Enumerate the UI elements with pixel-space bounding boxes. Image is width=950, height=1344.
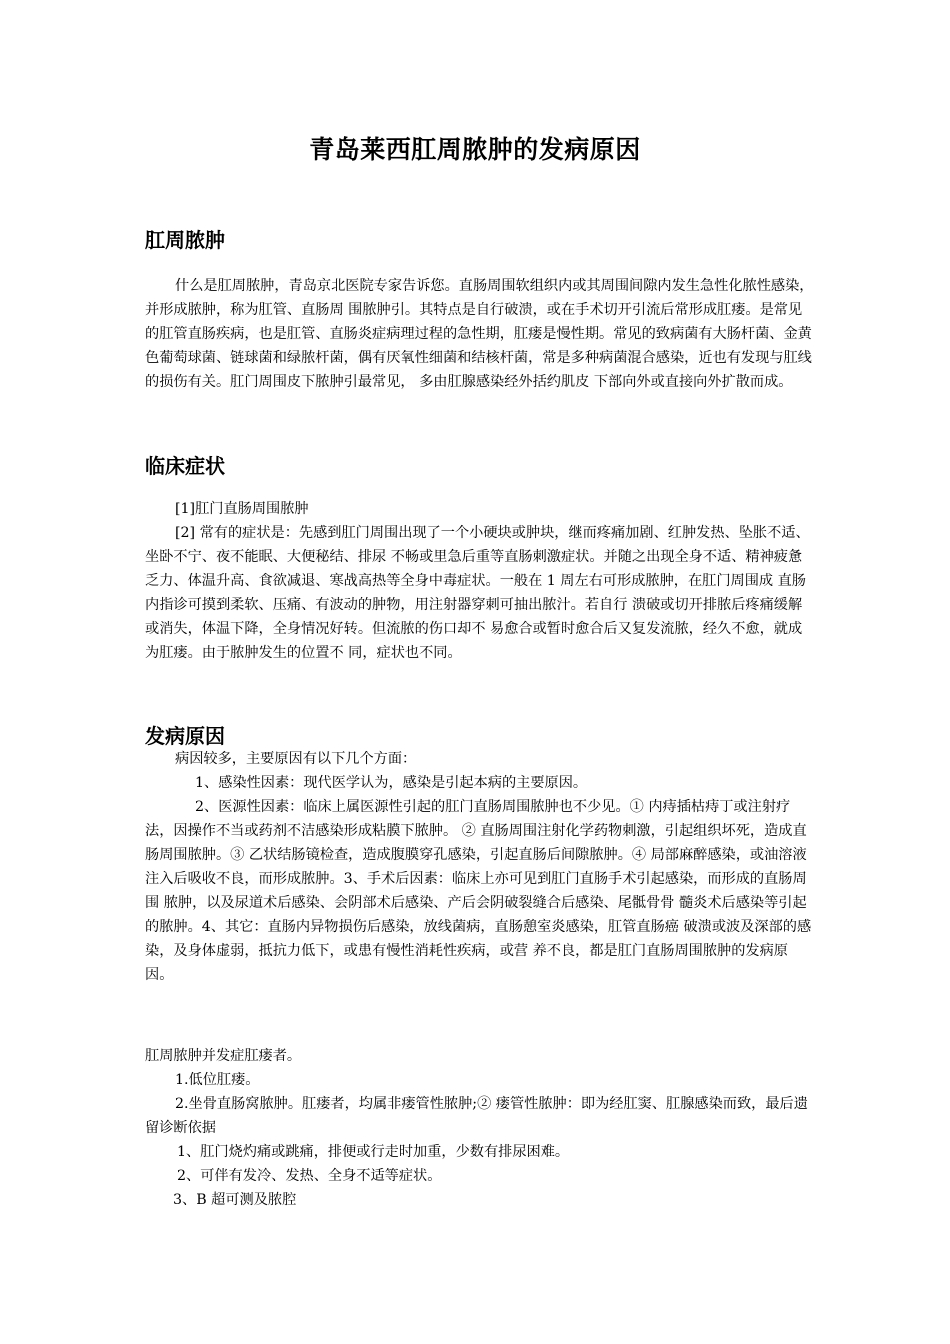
list-item: 1、肛门烧灼痛或跳痛，排便或行走时加重，少数有排尿困难。 bbox=[177, 1144, 570, 1160]
paragraph: [1]肛门直肠周围脓肿 bbox=[175, 501, 309, 517]
section-complications-body bbox=[145, 1044, 815, 1212]
paragraph: 肛周脓肿并发症肛瘘者。 bbox=[145, 1048, 302, 1064]
paragraph: 1、感染性因素：现代医学认为，感染是引起本病的主要原因。 bbox=[195, 775, 588, 791]
list-item: 1.低位肛瘘。 bbox=[175, 1072, 260, 1088]
list-item: 2.坐骨直肠窝脓肿。肛瘘者，均属非瘘管性脓肿;② 瘘管性脓肿：即为经肛窦、肛腺感染而致，最后遗留诊断依据 bbox=[145, 1096, 808, 1136]
paragraph: 什么是肛周脓肿，青岛京北医院专家告诉您。直肠周围软组织内或其周围间隙内发生急性化脓性感染，并形成脓肿，称为肛管、直肠周 围脓肿引。其特点是自行破溃，或在手术切开引流后常形成肛瘘。是常见的肛管直肠疾病，也是肛管、直肠炎症病理过程的急性期，肛瘘是慢性期。常见的致病菌有大肠杆菌、金黄 色葡萄球菌、链球菌和绿脓杆菌，偶有厌氧性细菌和结核杆菌，常是多种病菌混合感染，近也有发现与肛线的损伤有关。肛门周围皮下脓肿引最常见， 多由肛腺感染经外括约肌皮 下部向外或直接向外扩散而成。 bbox=[145, 278, 814, 390]
section-heading-causes: 发病原因 bbox=[145, 724, 225, 748]
section-causes-body bbox=[145, 747, 815, 987]
page-title: 青岛莱西肛周脓肿的发病原因 bbox=[309, 135, 641, 164]
section-heading-symptoms: 临床症状 bbox=[145, 454, 225, 478]
section-symptoms-body bbox=[145, 497, 815, 665]
paragraph: 2、医源性因素：临床上属医源性引起的肛门直肠周围脓肿也不少见。① 内痔插枯痔丁或注射疗法，因操作不当或药剂不洁感染形成粘膜下脓肿。 ② 直肠周围注射化学药物刺激，引起组织坏死，造成直肠周围脓肿。③ 乙状结肠镜检查，造成腹膜穿孔感染，引起直肠后间隙脓肿。④ 局部麻醉感染，或油溶液注入后吸收不良，而形成脓肿。3、手术后因素：临床上亦可见到肛门直肠手术引起感染，而形成的直肠周围 脓肿，以及尿道术后感染、会阴部术后感染、产后会阴破裂缝合后感染、尾骶骨骨 髓炎术后感染等引起的脓肿。4、其它：直肠内异物损伤后感染，放线菌病，直肠憩室炎感染，肛管直肠癌 破溃或波及深部的感染，及身体虚弱，抵抗力低下，或患有慢性消耗性疾病，或营 养不良，都是肛门直肠周围脓肿的发病原因。 bbox=[145, 799, 812, 983]
paragraph: [2] 常有的症状是：先感到肛门周围出现了一个小硬块或肿块，继而疼痛加剧、红肿发热、坠胀不适、坐卧不宁、夜不能眠、大便秘结、排尿 不畅或里急后重等直肠刺激症状。并随之出现全身不适、精神疲惫乏力、体温升高、食欲减退、寒战高热等全身中毒症状。一般在 1 周左右可形成脓肿，在肛门周围成 直肠内指诊可摸到柔软、压痛、有波动的肿物，用注射器穿刺可抽出脓汁。若自行 溃破或切开排脓后疼痛缓解或消失，体温下降，全身情况好转。但流脓的伤口却不 易愈合或暂时愈合后又复发流脓，经久不愈，就成为肛瘘。由于脓肿发生的位置不 同，症状也不同。 bbox=[145, 525, 810, 661]
list-item: 2、可伴有发冷、发热、全身不适等症状。 bbox=[177, 1168, 442, 1184]
paragraph: 病因较多，主要原因有以下几个方面： bbox=[175, 751, 417, 767]
section-abscess-body bbox=[145, 274, 815, 394]
section-heading-abscess: 肛周脓肿 bbox=[145, 228, 225, 252]
list-item: 3、B 超可测及脓腔 bbox=[173, 1192, 297, 1208]
